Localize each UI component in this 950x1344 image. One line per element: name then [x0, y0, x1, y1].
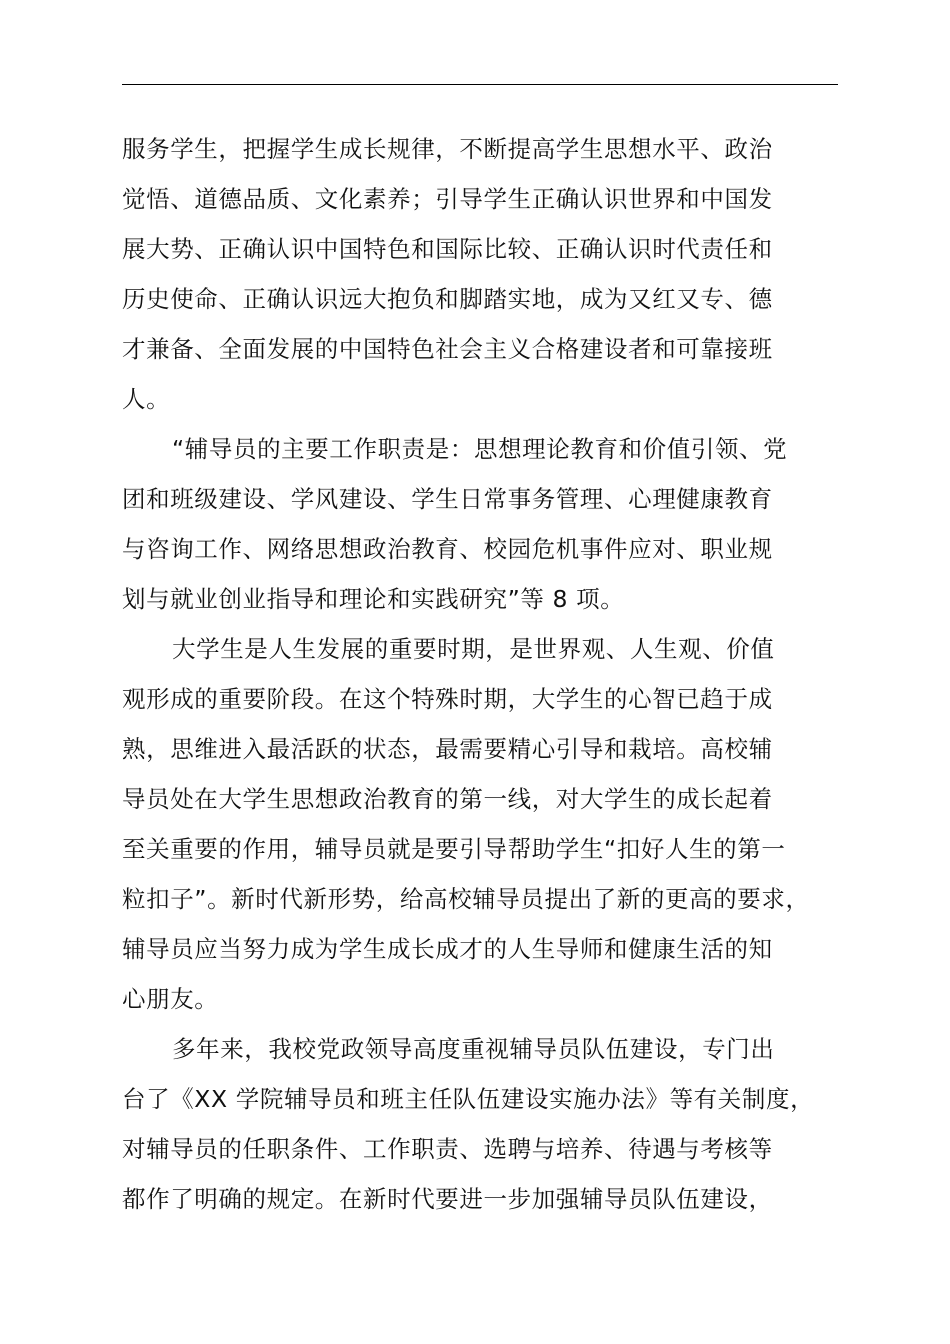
text-line: 服务学生，把握学生成长规律，不断提高学生思想水平、政治	[122, 135, 773, 163]
text-line: 辅导员应当努力成为学生成长成才的人生导师和健康生活的知	[122, 935, 773, 963]
text-line: 对辅导员的任职条件、工作职责、选聘与培养、待遇与考核等	[122, 1135, 773, 1163]
text-line: 划与就业创业指导和理论和实践研究”等 8 项。	[122, 585, 625, 613]
header-rule	[122, 84, 838, 85]
text-line: 觉悟、道德品质、文化素养；引导学生正确认识世界和中国发	[122, 185, 773, 213]
text-line: 台了《XX 学院辅导员和班主任队伍建设实施办法》等有关制度，	[122, 1085, 815, 1113]
text-line: 熟，思维进入最活跃的状态，最需要精心引导和栽培。高校辅	[122, 735, 773, 763]
text-line: 与咨询工作、网络思想政治教育、校园危机事件应对、职业规	[122, 535, 773, 563]
paragraph-first-line: 多年来，我校党政领导高度重视辅导员队伍建设，专门出	[172, 1035, 775, 1063]
text-line: 历史使命、正确认识远大抱负和脚踏实地，成为又红又专、德	[122, 285, 773, 313]
text-line: 粒扣子”。新时代新形势，给高校辅导员提出了新的更高的要求，	[122, 885, 810, 913]
text-line: 都作了明确的规定。在新时代要进一步加强辅导员队伍建设，	[122, 1185, 773, 1213]
paragraph-first-line: 大学生是人生发展的重要时期，是世界观、人生观、价值	[172, 635, 775, 663]
text-line: 人。	[122, 385, 171, 413]
paragraph-first-line: “辅导员的主要工作职责是：思想理论教育和价值引领、党	[172, 435, 788, 463]
text-line: 至关重要的作用，辅导员就是要引导帮助学生“扣好人生的第一	[122, 835, 786, 863]
text-line: 观形成的重要阶段。在这个特殊时期，大学生的心智已趋于成	[122, 685, 773, 713]
text-line: 团和班级建设、学风建设、学生日常事务管理、心理健康教育	[122, 485, 773, 513]
text-line: 展大势、正确认识中国特色和国际比较、正确认识时代责任和	[122, 235, 773, 263]
document-body	[122, 124, 862, 1224]
text-line: 心朋友。	[122, 985, 219, 1013]
text-line: 才兼备、全面发展的中国特色社会主义合格建设者和可靠接班	[122, 335, 773, 363]
text-line: 导员处在大学生思想政治教育的第一线，对大学生的成长起着	[122, 785, 773, 813]
